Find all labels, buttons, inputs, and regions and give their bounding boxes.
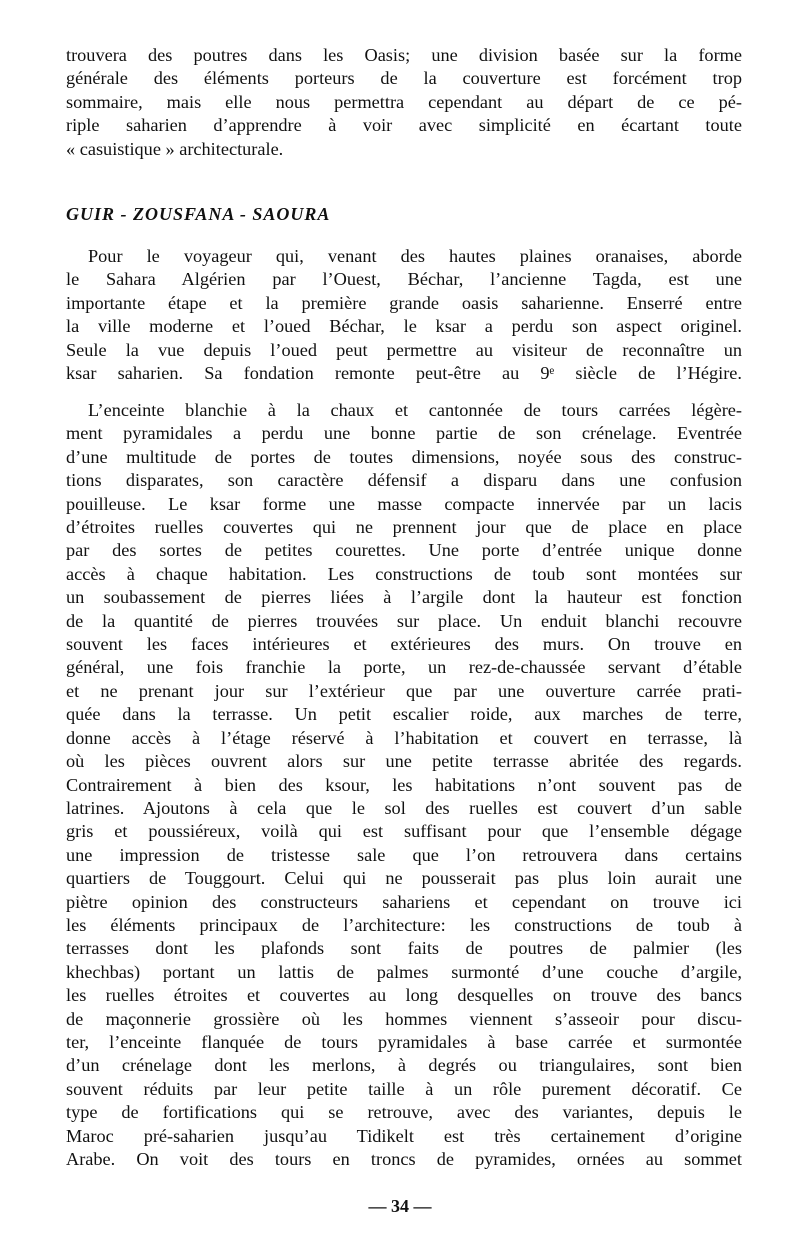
text-line: gris et poussiéreux, voilà qui est suffisant pour que l’ensemble dégage: [66, 821, 742, 842]
text-line: Contrairement à bien des ksour, les habitations n’ont souvent pas de: [66, 774, 742, 795]
text-line: souvent réduits par leur petite taille à un rôle purement décoratif. Ce: [66, 1078, 742, 1099]
text-line: ksar saharien. Sa fondation remonte peut-être au 9ᵉ siècle de l’Hégire.: [66, 363, 742, 384]
text-line: L’enceinte blanchie à la chaux et cantonnée de tours carrées légère-: [88, 400, 742, 420]
text-line: importante étape et la première grande oasis saharienne. Enserré entre: [66, 292, 742, 313]
text-line: khechbas) portant un lattis de palmes surmonté d’une couche d’argile,: [66, 961, 742, 982]
text-line: Maroc pré-saharien jusqu’au Tidikelt est très certainement d’origine: [66, 1125, 742, 1146]
text-line: une impression de tristesse sale que l’on retrouvera dans certains: [66, 844, 742, 865]
text-line: terrasses dont les plafonds sont faits de poutres de palmier (les: [66, 938, 742, 959]
text-line: les éléments principaux de l’architecture: les constructions de toub à: [66, 914, 742, 935]
text-line: le Sahara Algérien par l’Ouest, Béchar, l’ancienne Tagda, est une: [66, 269, 742, 290]
text-line: ter, l’enceinte flanquée de tours pyramidales à base carrée et surmontée: [66, 1031, 742, 1052]
text-line: riple saharien d’apprendre à voir avec simplicité en écartant toute: [66, 115, 742, 136]
text-line: et ne prenant jour sur l’extérieur que par une ouverture carrée prati-: [66, 680, 742, 701]
text-line: piètre opinion des constructeurs sahariens et cependant on trouve ici: [66, 891, 742, 912]
text-line: de maçonnerie grossière où les hommes viennent s’asseoir pour discu-: [66, 1008, 742, 1029]
text-line: Seule la vue depuis l’oued peut permettre au visiteur de reconnaître un: [66, 339, 742, 360]
text-line: latrines. Ajoutons à cela que le sol des ruelles est couvert d’un sable: [66, 797, 742, 818]
text-line: « casuistique » architecturale.: [66, 138, 284, 159]
text-line: les ruelles étroites et couvertes au long desquelles on trouve des bancs: [66, 985, 742, 1006]
text-line: d’une multitude de portes de toutes dimensions, noyée sous des construc-: [66, 446, 742, 467]
text-line: d’étroites ruelles couvertes qui ne prennent jour que de place en place: [66, 517, 742, 538]
text-line: trouvera des poutres dans les Oasis; une division basée sur la forme: [66, 45, 742, 65]
section-heading: GUIR - ZOUSFANA - SAOURA: [66, 204, 331, 224]
text-line: générale des éléments porteurs de la couverture est forcément trop: [66, 68, 742, 89]
text-line: d’un crénelage dont les merlons, à degrés ou triangulaires, sont bien: [66, 1055, 742, 1076]
text-line: de la quantité de pierres trouvées sur place. Un enduit blanchi recouvre: [66, 610, 742, 631]
paragraph-ksar-description: [66, 399, 742, 1171]
text-line: type de fortifications qui se retrouve, avec des variantes, depuis le: [66, 1102, 742, 1123]
text-line: pouilleuse. Le ksar forme une masse compacte innervée par un lacis: [66, 493, 742, 514]
page-number: — 34 —: [368, 1196, 432, 1216]
text-line: général, une fois franchie la porte, un rez-de-chaussée servant d’étable: [66, 657, 742, 678]
text-line: la ville moderne et l’oued Béchar, le ksar a perdu son aspect originel.: [66, 316, 742, 337]
text-line: par des sortes de petites courettes. Une porte d’entrée unique donne: [66, 540, 742, 561]
text-line: accès à chaque habitation. Les constructions de toub sont montées sur: [66, 563, 742, 584]
text-line: où les pièces ouvrent alors sur une petite terrasse abritée des regards.: [66, 751, 742, 772]
text-line: Pour le voyageur qui, venant des hautes plaines oranaises, aborde: [88, 246, 742, 266]
text-line: ment pyramidales a perdu une bonne partie de son crénelage. Eventrée: [66, 423, 742, 444]
text-line: tions disparates, son caractère défensif a disparu dans une confusion: [66, 470, 742, 491]
text-line: sommaire, mais elle nous permettra cependant au départ de ce pé-: [66, 91, 742, 112]
text-line: quée dans la terrasse. Un petit escalier roide, aux marches de terre,: [66, 704, 742, 725]
intro-paragraph: [66, 44, 742, 161]
text-line: quartiers de Touggourt. Celui qui ne pousserait pas plus loin aurait une: [66, 868, 742, 889]
text-line: donne accès à l’étage réservé à l’habitation et couvert en terrasse, là: [66, 727, 742, 748]
text-line: souvent les faces intérieures et extérieures des murs. On trouve en: [66, 634, 742, 655]
text-line: un soubassement de pierres liées à l’argile dont la hauteur est fonction: [66, 587, 742, 608]
text-line: Arabe. On voit des tours en troncs de pyramides, ornées au sommet: [66, 1149, 742, 1169]
paragraph-bechar-intro: [66, 245, 742, 385]
